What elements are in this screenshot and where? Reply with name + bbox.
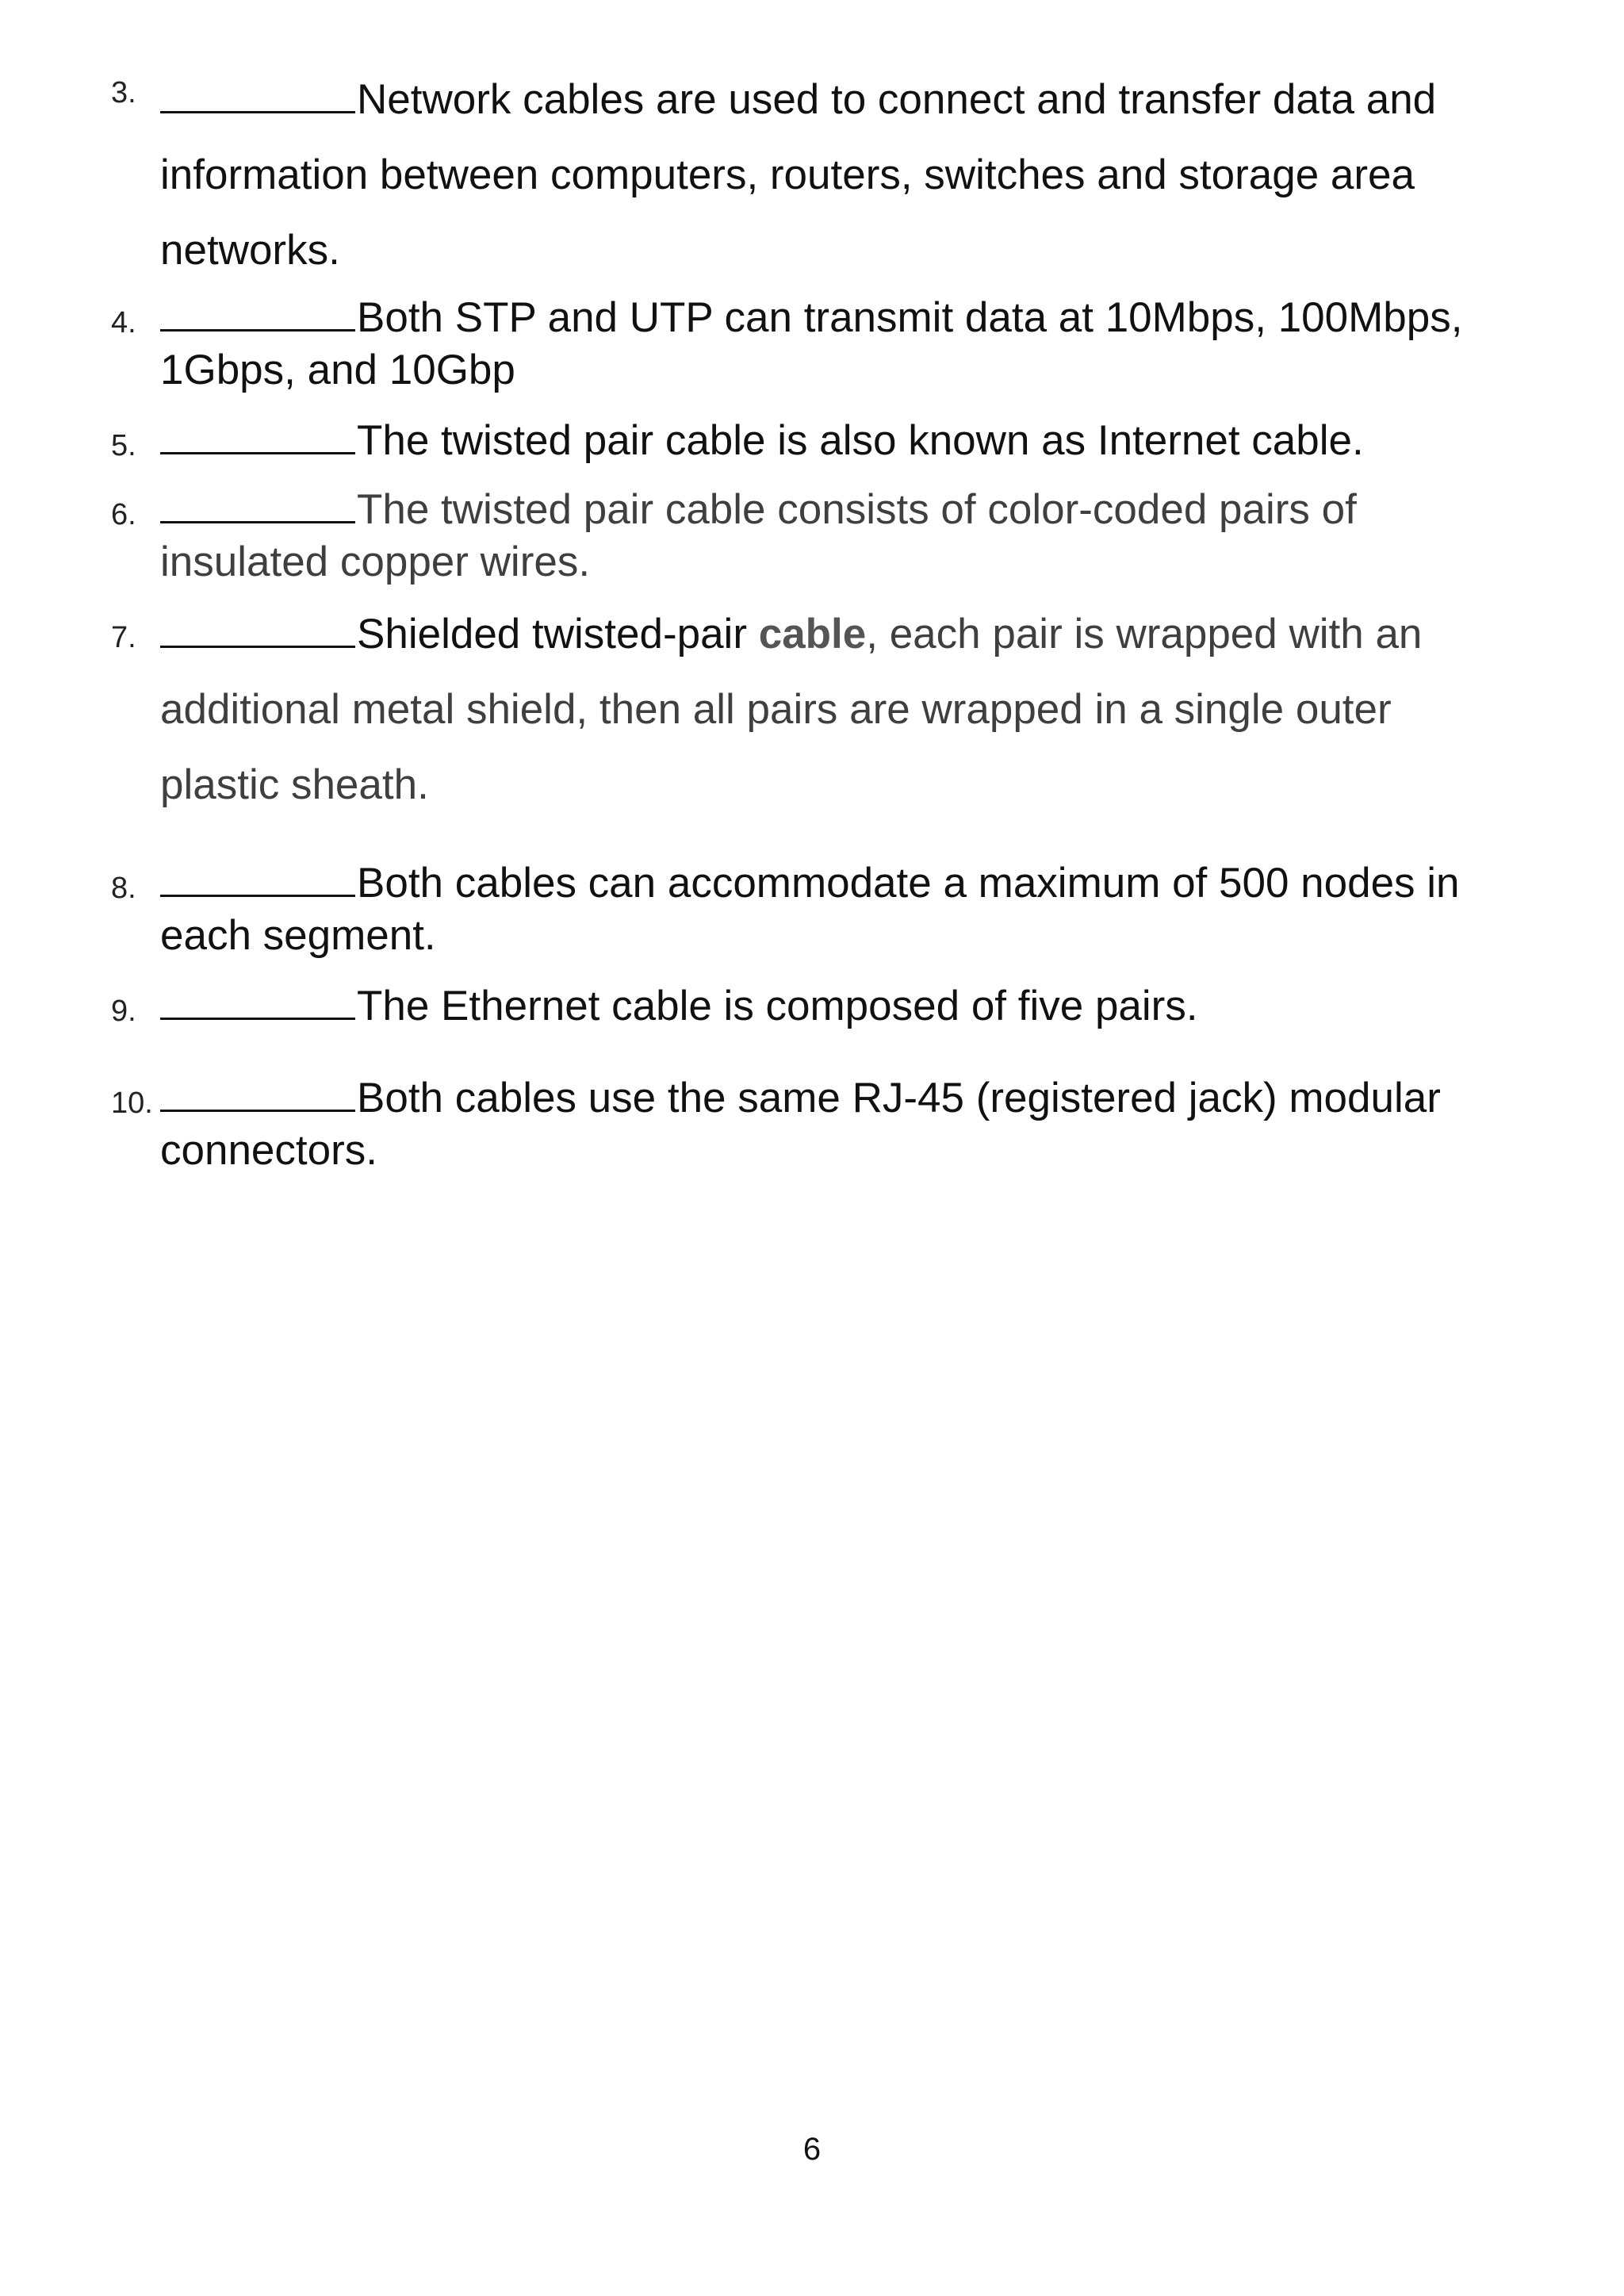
question-text: The Ethernet cable is composed of five pairs. — [160, 980, 1524, 1033]
answer-blank[interactable] — [160, 110, 355, 113]
answer-blank[interactable] — [160, 1017, 355, 1020]
answer-blank[interactable] — [160, 645, 355, 648]
question-text: Both STP and UTP can transmit data at 10Mbps, 100Mbps, 1Gbps, and 10Gbp — [160, 294, 1463, 393]
question-text: Network cables are used to connect and transfer data and information between computers, routers, switches and storage area networks. — [160, 76, 1437, 274]
answer-blank[interactable] — [160, 1109, 355, 1112]
question-number: 9. — [111, 995, 136, 1028]
question-text: Shielded twisted-pair cable, each pair is wrapped with an additional metal shield, then all pairs are wrapped in a single outer plastic sheath. — [160, 611, 1423, 808]
answer-blank[interactable] — [160, 520, 355, 523]
question-text: The twisted pair cable is also known as Internet cable. — [160, 415, 1524, 467]
question-number: 5. — [111, 429, 136, 462]
answer-blank[interactable] — [160, 894, 355, 897]
question-number: 4. — [111, 306, 136, 339]
question-number: 8. — [111, 872, 136, 905]
answer-blank[interactable] — [160, 328, 355, 332]
question-number: 3. — [111, 76, 136, 109]
answer-blank[interactable] — [160, 451, 355, 454]
question-number: 7. — [111, 621, 136, 654]
question-number: 6. — [111, 498, 136, 531]
page-number: 6 — [802, 2132, 822, 2167]
question-number: 10. — [111, 1087, 153, 1120]
question-text: Both cables can accommodate a maximum of 500 nodes in each segment. — [160, 860, 1460, 959]
question-text: Both cables use the same RJ-45 (registered jack) modular connectors. — [160, 1075, 1441, 1174]
question-text: The twisted pair cable consists of color-coded pairs of insulated copper wires. — [160, 486, 1357, 585]
